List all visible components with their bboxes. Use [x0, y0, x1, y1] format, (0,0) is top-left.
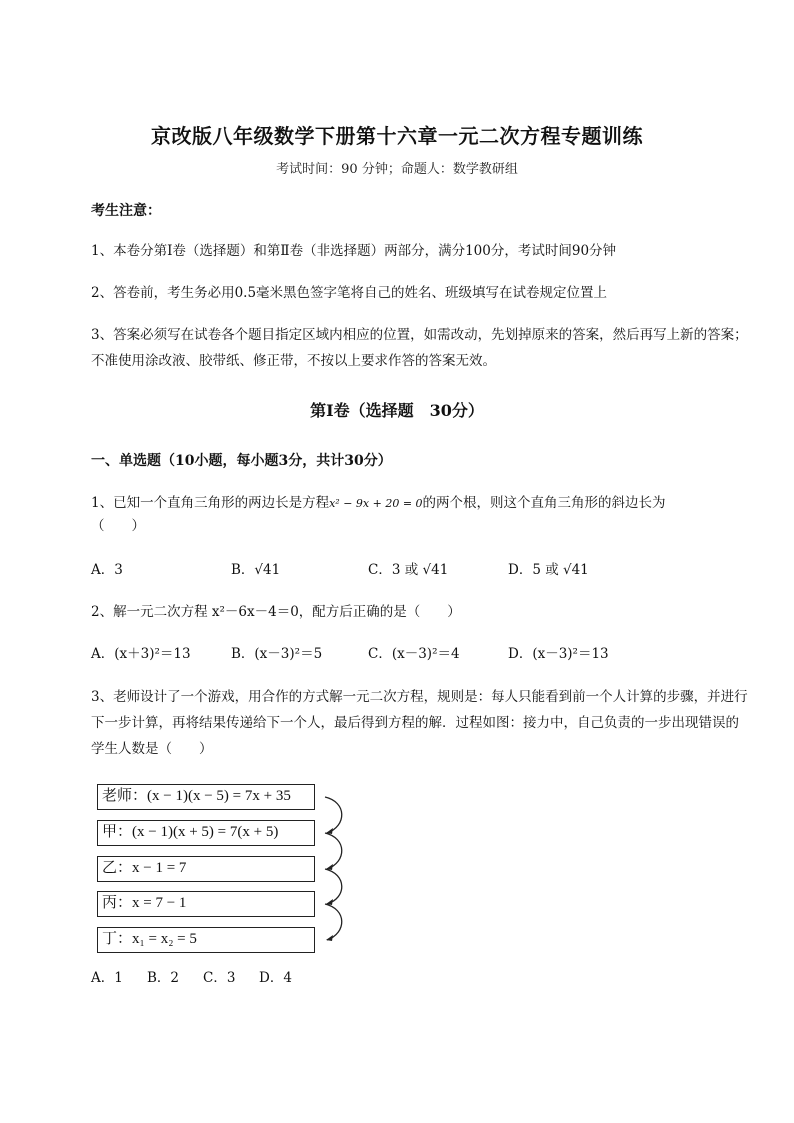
flow-arrows: [313, 784, 353, 959]
question-1-text-a: 1、已知一个直角三角形的两边长是方程: [91, 495, 330, 511]
option-b[interactable]: B．2: [147, 970, 180, 986]
option-d[interactable]: D．(x－3)²＝13: [508, 646, 609, 662]
curved-arrow-icon: [325, 904, 342, 940]
flow-step-teacher: 老师：(x − 1)(x − 5) = 7x + 35: [97, 784, 315, 810]
option-a[interactable]: A．3: [91, 562, 123, 578]
question-1-answer-blank: （ ）: [91, 518, 145, 534]
option-d[interactable]: D．5 或 √41: [508, 562, 589, 578]
curved-arrow-icon: [325, 869, 342, 904]
notes-heading: 考生注意：: [91, 203, 161, 219]
section-title: 第Ⅰ卷（选择题 30分）: [310, 401, 484, 420]
option-b[interactable]: B．√41: [231, 562, 281, 578]
exam-info: 考试时间：90 分钟；命题人：数学教研组: [276, 162, 518, 177]
option-c[interactable]: C．(x－3)²＝4: [368, 646, 460, 662]
page-title: 京改版八年级数学下册第十六章一元二次方程专题训练: [151, 124, 643, 148]
question-2-stem: 2、解一元二次方程 x²－6x－4＝0，配方后正确的是（ ）: [91, 604, 461, 620]
question-3-options: [91, 966, 751, 992]
option-c[interactable]: C．3: [203, 970, 236, 986]
curved-arrow-icon: [325, 797, 342, 833]
curved-arrow-icon: [325, 833, 342, 869]
question-1-equation: x² − 9x + 20 = 0: [329, 497, 423, 510]
option-a[interactable]: A．1: [91, 970, 123, 986]
question-1-options: [91, 558, 751, 584]
question-3-stem: 3、老师设计了一个游戏，用合作的方式解一元二次方程，规则是：每人只能看到前一个人计算的步骤，并进行下一步计算，再将结果传递给下一个人，最后得到方程的解．过程如图：接力中，自己负责的一步出现错误的学生人数是（ ）: [91, 689, 748, 757]
flow-step-ding: 丁：x₁ = x₂ = 5: [97, 927, 315, 953]
question-1-text-b: 的两个根，则这个直角三角形的斜边长为: [422, 495, 666, 511]
option-c[interactable]: C．3 或 √41: [368, 562, 449, 578]
note-item: 1、本卷分第Ⅰ卷（选择题）和第Ⅱ卷（非选择题）两部分，满分100分，考试时间90分钟: [91, 243, 617, 259]
flow-step-jia: 甲：(x − 1)(x + 5) = 7(x + 5): [97, 820, 315, 846]
option-b[interactable]: B．(x－3)²＝5: [231, 646, 323, 662]
note-item: 2、答卷前，考生务必用0.5毫米黑色签字笔将自己的姓名、班级填写在试卷规定位置上: [91, 285, 608, 301]
relay-flowchart: [97, 784, 357, 964]
flow-step-bing: 丙：x = 7 − 1: [97, 891, 315, 917]
part-heading: 一、单选题（10小题，每小题3分，共计30分）: [91, 453, 392, 469]
question-2-options: [91, 642, 751, 668]
flow-step-yi: 乙：x − 1 = 7: [97, 856, 315, 882]
note-item: 3、答案必须写在试卷各个题目指定区域内相应的位置，如需改动，先划掉原来的答案，然后再写上新的答案；不准使用涂改液、胶带纸、修正带，不按以上要求作答的答案无效。: [91, 327, 748, 369]
option-a[interactable]: A．(x＋3)²＝13: [91, 646, 191, 662]
option-d[interactable]: D．4: [259, 970, 292, 986]
